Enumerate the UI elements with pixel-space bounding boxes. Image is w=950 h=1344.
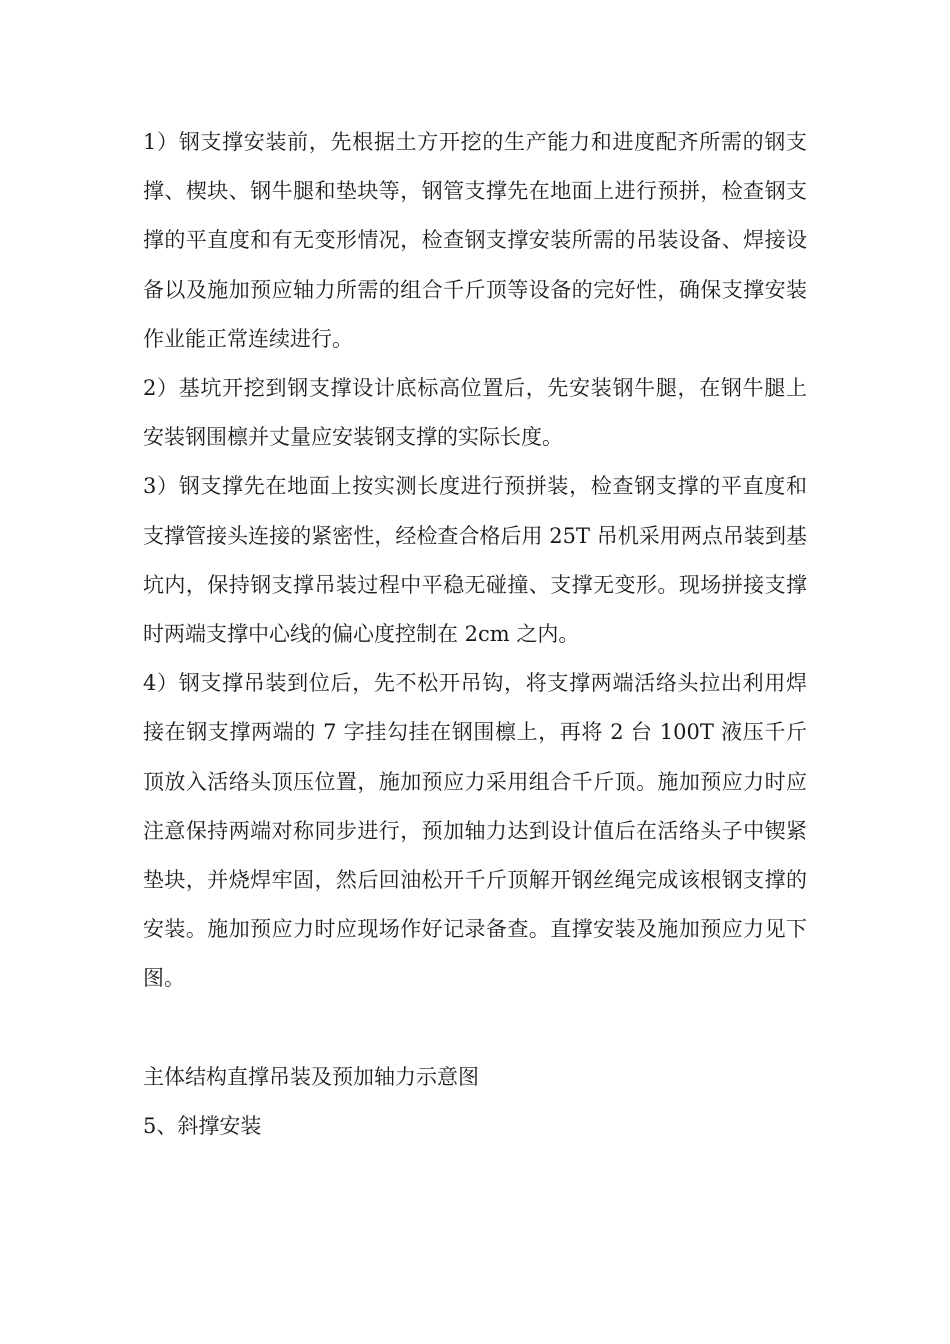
figure-caption: 主体结构直撑吊装及预加轴力示意图 xyxy=(143,1064,479,1089)
figure-spacer xyxy=(143,1004,807,1053)
section-heading: 5、斜撑安装 xyxy=(143,1113,262,1138)
paragraph-3: 3）钢支撑先在地面上按实测长度进行预拼装，检查钢支撑的平直度和支撑管接头连接的紧密性，经检查合格后用 25T 吊机采用两点吊装到基坑内，保持钢支撑吊装过程中平稳无碰撞、支撑无变形。现场拼接支撑时两端支撑中心线的偏心度控制在 2cm 之内。 xyxy=(143,474,807,647)
paragraph-2: 2）基坑开挖到钢支撑设计底标高位置后，先安装钢牛腿，在钢牛腿上安装钢围檩并丈量应安装钢支撑的实际长度。 xyxy=(143,376,807,450)
document-body xyxy=(143,118,807,1151)
paragraph-1: 1）钢支撑安装前，先根据土方开挖的生产能力和进度配齐所需的钢支撑、楔块、钢牛腿和垫块等，钢管支撑先在地面上进行预拼，检查钢支撑的平直度和有无变形情况，检查钢支撑安装所需的吊装设备、焊接设备以及施加预应轴力所需的组合千斤顶等设备的完好性，确保支撑安装作业能正常连续进行。 xyxy=(143,130,807,351)
paragraph-4: 4）钢支撑吊装到位后，先不松开吊钩，将支撑两端活络头拉出利用焊接在钢支撑两端的 7 字挂勾挂在钢围檩上，再将 2 台 100T 液压千斤顶放入活络头顶压位置，施加预应力采用组合千斤顶。施加预应力时应注意保持两端对称同步进行，预加轴力达到设计值后在活络头子中锲紧垫块，并烧焊牢固，然后回油松开千斤顶解开钢丝绳完成该根钢支撑的安装。施加预应力时应现场作好记录备查。直撑安装及施加预应力见下图。 xyxy=(143,671,807,991)
